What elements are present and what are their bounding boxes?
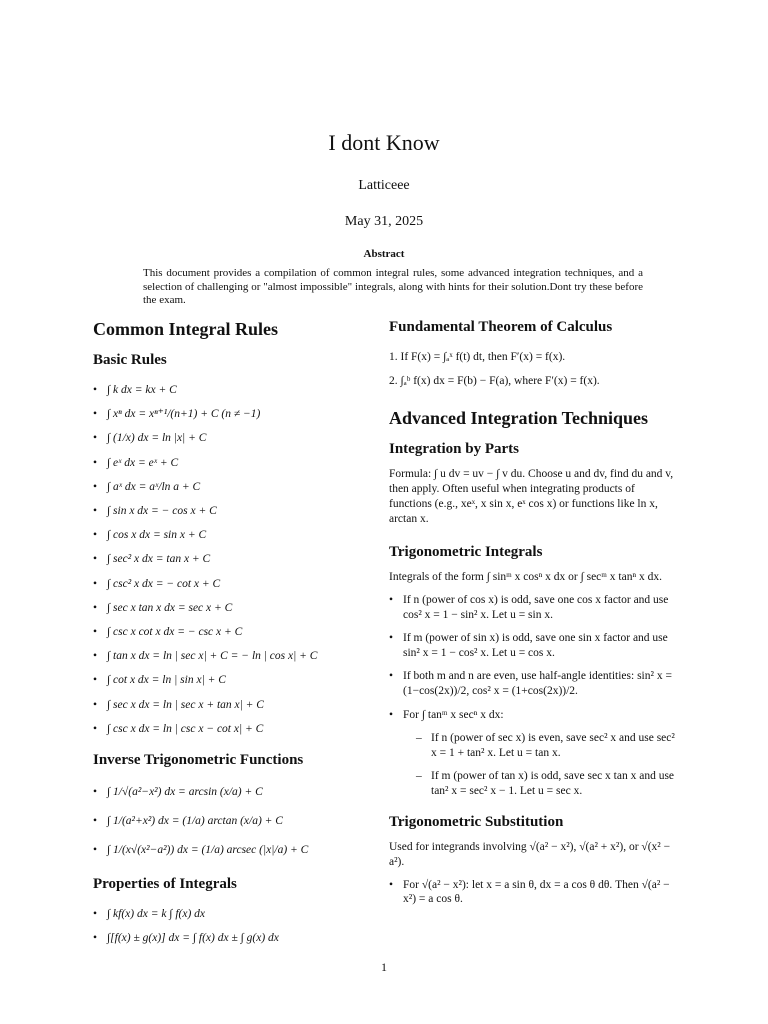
list-item: • ∫ 1/(x√(x²−a²)) dx = (1/a) arcsec (|x|/a) + C <box>93 836 383 865</box>
trig-intro: Integrals of the form ∫ sinᵐ x cosⁿ x dx or ∫ secᵐ x tanⁿ x dx. <box>389 571 662 583</box>
list-item: • For ∫ tanᵐ x secⁿ x dx: <box>389 708 679 723</box>
author: Latticeee <box>358 178 410 193</box>
inverse-rules-list <box>93 778 383 865</box>
list-item: • For √(a² − x²): let x = a sin θ, dx = a cos θ dθ. Then √(a² − x²) = a cos θ. <box>389 878 679 907</box>
document-title: I dont Know <box>328 130 440 155</box>
subsection-ftc: Fundamental Theorem of Calculus <box>389 319 613 335</box>
subsection-basic-rules: Basic Rules <box>93 352 167 368</box>
subsection-properties: Properties of Integrals <box>93 876 237 893</box>
list-item: • ∫[f(x) ± g(x)] dx = ∫ f(x) dx ± ∫ g(x) dx <box>93 926 383 950</box>
parts-paragraph: Formula: ∫ u dv = uv − ∫ v du. Choose u and dv, find du and v, then apply. Often useful when integrating products of functions (e.g., xeˣ, x sin x, eˣ cos x) or functions like ln x, arctan x. <box>389 468 674 525</box>
sub-list-item: – If n (power of sec x) is even, save sec² x and use sec² x = 1 + tan² x. Let u = tan x. <box>389 731 679 760</box>
list-item: • ∫ csc x dx = ln | csc x − cot x| + C <box>93 717 383 741</box>
list-item: • ∫ cot x dx = ln | sin x| + C <box>93 668 383 692</box>
list-item: • If both m and n are even, use half-angle identities: sin² x = (1−cos(2x))/2, cos² x = (1+cos(2x))/2. <box>389 669 679 698</box>
subsection-inverse-trig: Inverse Trigonometric Functions <box>93 752 304 769</box>
list-item: • ∫ cos x dx = sin x + C <box>93 523 383 547</box>
list-item: • ∫ csc x cot x dx = − csc x + C <box>93 620 383 644</box>
list-item: • ∫ xⁿ dx = xⁿ⁺¹/(n+1) + C (n ≠ −1) <box>93 402 383 426</box>
date: May 31, 2025 <box>344 214 424 229</box>
sub-intro: Used for integrands involving √(a² − x²), √(a² + x²), or √(x² − a²). <box>389 840 671 868</box>
list-item: • ∫ sec² x dx = tan x + C <box>93 547 383 571</box>
subsection-trig-substitution: Trigonometric Substitution <box>389 813 564 830</box>
list-item: • ∫ csc² x dx = − cot x + C <box>93 572 383 596</box>
list-item: 1. If F(x) = ∫ₐˣ f(t) dt, then F′(x) = f(x). <box>389 351 566 363</box>
section-title-advanced: Advanced Integration Techniques <box>389 408 649 428</box>
list-item: • ∫ eˣ dx = eˣ + C <box>93 451 383 475</box>
subsection-integration-by-parts: Integration by Parts <box>389 441 519 457</box>
list-item: • If m (power of sin x) is odd, save one sin x factor and use sin² x = 1 − cos² x. Let u = cos x. <box>389 631 679 660</box>
list-item: 2. ∫ₐᵇ f(x) dx = F(b) − F(a), where F′(x) = f(x). <box>389 375 600 387</box>
list-item: • ∫ 1/(a²+x²) dx = (1/a) arctan (x/a) + C <box>93 807 383 836</box>
left-column <box>93 318 383 950</box>
properties-list <box>93 902 383 950</box>
list-item: • ∫ kf(x) dx = k ∫ f(x) dx <box>93 902 383 926</box>
subsection-trig-integrals: Trigonometric Integrals <box>389 544 543 560</box>
list-item: • ∫ sin x dx = − cos x + C <box>93 499 383 523</box>
section-title-common-integral-rules: Common Integral Rules <box>93 319 278 339</box>
abstract-heading: Abstract <box>363 248 405 260</box>
sub-list-item: – If m (power of tan x) is odd, save sec x tan x and use tan² x = sec² x − 1. Let u = sec x. <box>389 769 679 798</box>
page-number: 1 <box>381 960 387 974</box>
abstract-text: This document provides a compilation of common integral rules, some advanced integration techniques, and a selection of challenging or "almost impossible" integrals, along with hints for their solution.Dont try these before the exam. <box>143 267 643 306</box>
list-item: • ∫ (1/x) dx = ln |x| + C <box>93 426 383 450</box>
right-column <box>389 318 679 916</box>
list-item: • ∫ sec x tan x dx = sec x + C <box>93 596 383 620</box>
list-item: • ∫ tan x dx = ln | sec x| + C = − ln | cos x| + C <box>93 644 383 668</box>
list-item: • If n (power of cos x) is odd, save one cos x factor and use cos² x = 1 − sin² x. Let u = sin x. <box>389 593 679 622</box>
list-item: • ∫ sec x dx = ln | sec x + tan x| + C <box>93 693 383 717</box>
list-item: • ∫ k dx = kx + C <box>93 378 383 402</box>
list-item: • ∫ aˣ dx = aˣ/ln a + C <box>93 475 383 499</box>
basic-rules-list <box>93 378 383 741</box>
list-item: • ∫ 1/√(a²−x²) dx = arcsin (x/a) + C <box>93 778 383 807</box>
